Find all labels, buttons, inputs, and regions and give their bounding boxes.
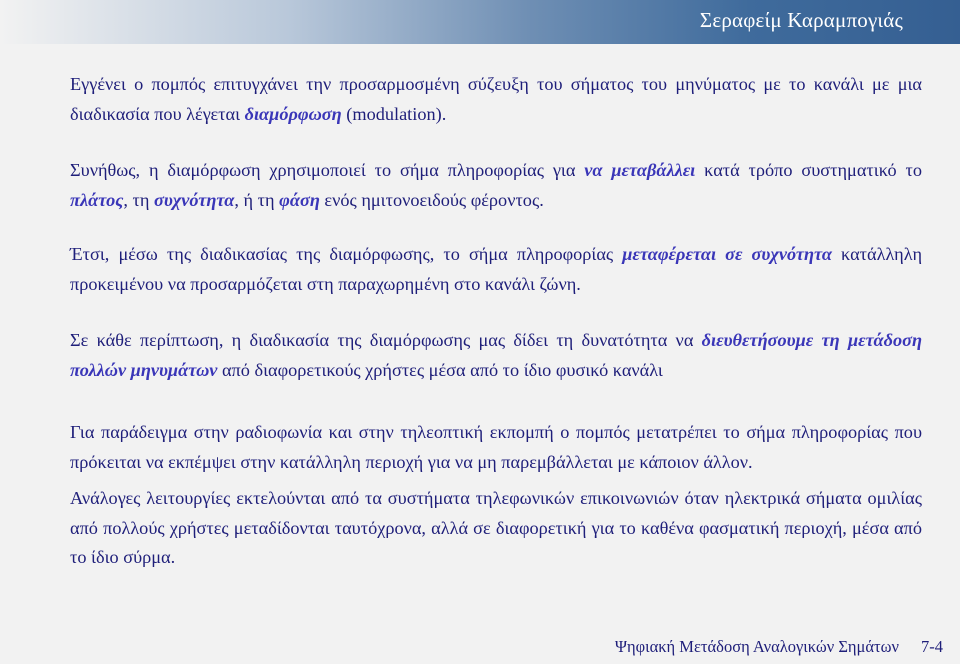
footer-title: Ψηφιακή Μετάδοση Αναλογικών Σημάτων <box>614 637 899 656</box>
footer <box>615 637 943 657</box>
paragraph-text: Έτσι, μέσω της διαδικασίας της διαμόρφωσης, το σήμα πληροφορίας <box>70 244 623 264</box>
header-bar <box>0 0 960 44</box>
paragraph-text: ενός ημιτονοειδούς φέροντος. <box>319 189 544 210</box>
paragraph <box>70 326 922 385</box>
paragraph-text: (modulation). <box>341 103 447 124</box>
paragraph-text: Συνήθως, η διαμόρφωση χρησιμοποιεί το σήμα πληροφορίας για <box>70 160 585 180</box>
slide-body <box>70 70 922 573</box>
paragraph <box>70 484 922 573</box>
paragraph-text: από διαφορετικούς χρήστες μέσα από το ίδιο φυσικό κανάλι <box>217 359 663 380</box>
paragraph <box>70 240 922 299</box>
page-number: 7-4 <box>921 637 943 656</box>
emphasized-term: διαμόρφωση <box>244 103 342 124</box>
paragraph-text: Σε κάθε περίπτωση, η διαδικασία της διαμόρφωσης μας δίδει τη δυνατότητα να <box>70 330 702 350</box>
paragraph <box>70 156 922 215</box>
author-name: Σεραφείμ Καραμπογιάς <box>699 8 903 32</box>
emphasized-term: μεταφέρεται σε συχνότητα <box>622 244 832 264</box>
paragraph-text: κατάλληλη προκειμένου να προσαρμόζεται στη παραχωρημένη στο κανάλι ζώνη. <box>70 244 922 294</box>
paragraph-text: Για παράδειγμα στην ραδιοφωνία και στην τηλεοπτική εκπομπή ο πομπός μετατρέπει το σήμα πληροφορίας που πρόκειται να εκπέμψει στην κατάλληλη περιοχή για να μη παρεμβάλλεται με κάποιον άλλον. <box>70 422 922 472</box>
paragraph <box>70 418 922 477</box>
emphasized-term: φάση <box>279 189 320 210</box>
paragraph-text: Ανάλογες λειτουργίες εκτελούνται από τα συστήματα τηλεφωνικών επικοινωνιών όταν ηλεκτρικά σήματα ομιλίας από πολλούς χρήστες μεταδίδονται ταυτόχρονα, αλλά σε διαφορετική για το καθένα φασματική περιοχή, μέσα από το ίδιο σύρμα. <box>70 488 922 567</box>
emphasized-term: πλάτος <box>70 189 124 210</box>
paragraph-text: , τη <box>123 189 154 210</box>
paragraph-text: Εγγένει ο πομπός επιτυγχάνει την προσαρμοσμένη σύζευξη του σήματος του μηνύματος με το κανάλι με μια διαδικασία που λέγεται <box>70 74 922 124</box>
paragraph <box>70 70 922 129</box>
emphasized-term: να μεταβάλλει <box>584 160 696 180</box>
emphasized-term: συχνότητα <box>153 189 235 210</box>
paragraph-text: , ή τη <box>234 189 280 210</box>
emphasized-term: διευθετήσουμε τη μετάδοση πολλών μηνυμάτων <box>70 330 922 380</box>
paragraph-text: κατά τρόπο συστηματικό το <box>695 160 922 180</box>
